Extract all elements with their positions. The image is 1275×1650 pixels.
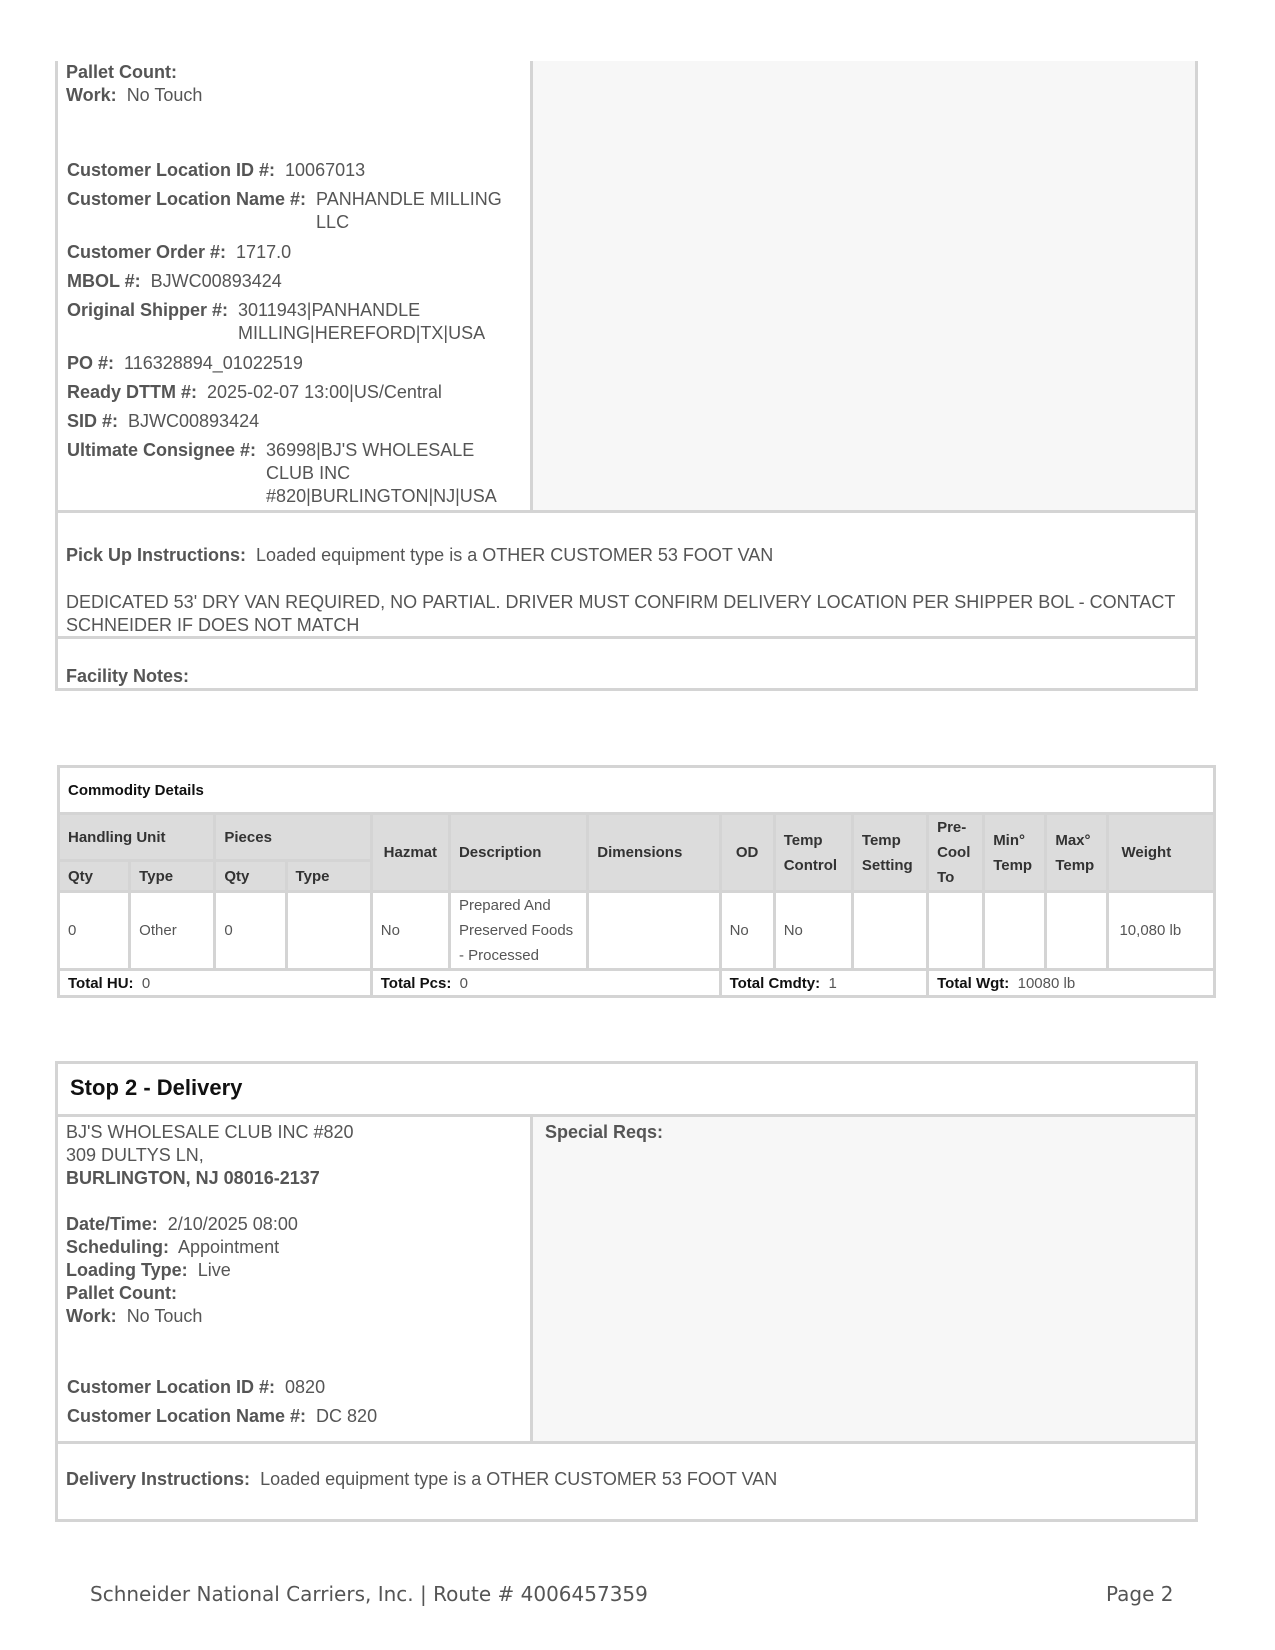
cell-hu-type: Other: [130, 892, 215, 970]
sid-number: SID #: BJWC00893424: [67, 411, 260, 431]
stop2-datetime: Date/Time: 2/10/2025 08:00: [66, 1214, 298, 1234]
work-value: No Touch: [126, 85, 203, 105]
commodity-table: [57, 765, 1216, 998]
header-min-temp: Min° Temp: [984, 814, 1046, 892]
cell-max-temp: [1046, 892, 1108, 970]
header-temp-control: Temp Control: [774, 814, 852, 892]
stop2-loading-type: Loading Type: Live: [66, 1260, 231, 1280]
header-hazmat: Hazmat: [371, 814, 449, 892]
stop2-work: Work: No Touch: [66, 1306, 203, 1326]
header-dimensions: Dimensions: [588, 814, 720, 892]
stop2-name: BJ'S WHOLESALE CLUB INC #820: [66, 1122, 354, 1142]
cell-temp-control: No: [774, 892, 852, 970]
total-pcs: Total Pcs: 0: [371, 970, 720, 997]
totals-row: [59, 970, 1215, 997]
special-reqs-panel: [533, 61, 1198, 510]
cell-pcs-qty: 0: [215, 892, 286, 970]
stop2-special-reqs-panel: [533, 1117, 1195, 1441]
cell-hu-qty: 0: [59, 892, 130, 970]
customer-order: Customer Order #: 1717.0: [67, 242, 292, 262]
customer-location-name: Customer Location Name #: PANHANDLE MILLING LLC: [67, 189, 502, 232]
stop2-customer-location-name: Customer Location Name #: DC 820: [67, 1406, 378, 1426]
stop2-scheduling: Scheduling: Appointment: [66, 1237, 280, 1257]
header-od: OD: [720, 814, 774, 892]
cell-pre-cool: [928, 892, 984, 970]
commodity-title: Commodity Details: [59, 767, 1215, 814]
ultimate-consignee: Ultimate Consignee #: 36998|BJ'S WHOLESALE CLUB INC #820|BURLINGTON|NJ|USA: [67, 440, 497, 506]
table-row: [59, 892, 1215, 970]
customer-location-id: Customer Location ID #: 10067013: [67, 160, 366, 180]
cell-hazmat: No: [371, 892, 449, 970]
cell-weight: 10,080 lb: [1108, 892, 1215, 970]
footer-route: Schneider National Carriers, Inc. | Route # 4006457359: [90, 1582, 648, 1606]
stop2-customer-location-id: Customer Location ID #: 0820: [67, 1377, 326, 1397]
pallet-count-label: Pallet Count:: [66, 62, 177, 82]
cell-description: Prepared And Preserved Foods - Processed: [449, 892, 587, 970]
cell-pcs-type: [286, 892, 371, 970]
cell-min-temp: [984, 892, 1046, 970]
header-pcs-qty: Qty: [215, 861, 286, 892]
total-hu: Total HU: 0: [59, 970, 372, 997]
facility-notes-label: Facility Notes:: [66, 666, 190, 686]
total-cmdty: Total Cmdty: 1: [720, 970, 927, 997]
pickup-instructions: Pick Up Instructions: Loaded equipment type is a OTHER CUSTOMER 53 FOOT VAN: [66, 545, 774, 565]
footer-page-number: Page 2: [1106, 1582, 1174, 1606]
cell-temp-setting: [852, 892, 927, 970]
header-pre-cool: Pre-Cool To: [928, 814, 984, 892]
stop2-pallet-count: Pallet Count:: [66, 1283, 177, 1303]
mbol: MBOL #: BJWC00893424: [67, 271, 282, 291]
header-handling-unit: Handling Unit: [59, 814, 215, 861]
header-pcs-type: Type: [286, 861, 371, 892]
header-weight: Weight: [1108, 814, 1215, 892]
work-label: Work:: [66, 85, 117, 105]
header-hu-qty: Qty: [59, 861, 130, 892]
stop2-city: BURLINGTON, NJ 08016-2137: [66, 1168, 320, 1188]
header-temp-setting: Temp Setting: [852, 814, 927, 892]
header-hu-type: Type: [130, 861, 215, 892]
ready-dttm: Ready DTTM #: 2025-02-07 13:00|US/Central: [67, 382, 442, 402]
stop2-title: Stop 2 - Delivery: [70, 1075, 243, 1100]
header-pieces: Pieces: [215, 814, 371, 861]
stop2-special-reqs-label: Special Reqs:: [545, 1122, 664, 1142]
header-description: Description: [449, 814, 587, 892]
header-max-temp: Max° Temp: [1046, 814, 1108, 892]
po-number: PO #: 116328894_01022519: [67, 353, 303, 373]
cell-dimensions: [588, 892, 720, 970]
cell-od: No: [720, 892, 774, 970]
original-shipper: Original Shipper #: 3011943|PANHANDLE MILLING|HEREFORD|TX|USA: [67, 300, 486, 343]
total-wgt: Total Wgt: 10080 lb: [928, 970, 1215, 997]
stop2-street: 309 DULTYS LN,: [66, 1145, 204, 1165]
delivery-instructions: Delivery Instructions: Loaded equipment type is a OTHER CUSTOMER 53 FOOT VAN: [66, 1469, 778, 1489]
pickup-note: DEDICATED 53' DRY VAN REQUIRED, NO PARTIAL. DRIVER MUST CONFIRM DELIVERY LOCATION PER SHIPPER BOL - CONTACT SCHNEIDER IF DOES NOT MATCH: [66, 592, 1175, 635]
